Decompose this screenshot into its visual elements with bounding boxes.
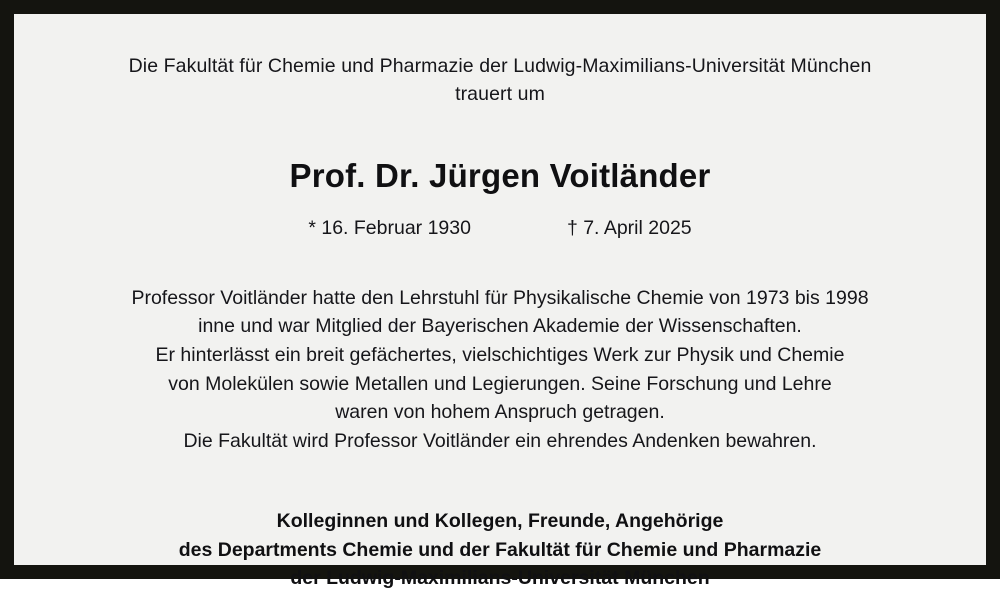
signature-line: der Ludwig-Maximilians-Universität München [290,567,710,589]
body-line: inne und war Mitglied der Bayerischen Akademie der Wissenschaften. [198,315,802,338]
intro-line-1: Die Fakultät für Chemie und Pharmazie der Ludwig-Maximilians-Universität München [128,55,872,77]
life-dates [308,217,691,240]
body-line: Er hinterlässt ein breit gefächertes, vielschichtiges Werk zur Physik und Chemie [155,343,845,366]
birth-date: * 16. Februar 1930 [308,216,471,239]
obituary-body [131,284,868,456]
signature-line: des Departments Chemie und der Fakultät für Chemie und Pharmazie [178,538,822,561]
body-line: waren von hohem Anspruch getragen. [335,401,665,424]
body-line: Die Fakultät wird Professor Voitländer ein ehrendes Andenken bewahren. [183,429,817,452]
signature-line: Kolleginnen und Kollegen, Freunde, Angehörige [276,510,724,533]
death-date: † 7. April 2025 [566,216,692,239]
obituary-card [14,14,986,589]
signature-block [179,507,822,592]
body-line: Professor Voitländer hatte den Lehrstuhl für Physikalische Chemie von 1973 bis 1998 [131,286,869,309]
deceased-name: Prof. Dr. Jürgen Voitländer [289,156,711,194]
intro-line-2: trauert um [455,83,545,106]
body-line: von Molekülen sowie Metallen und Legierungen. Seine Forschung und Lehre [168,372,832,395]
intro-text [129,52,872,109]
